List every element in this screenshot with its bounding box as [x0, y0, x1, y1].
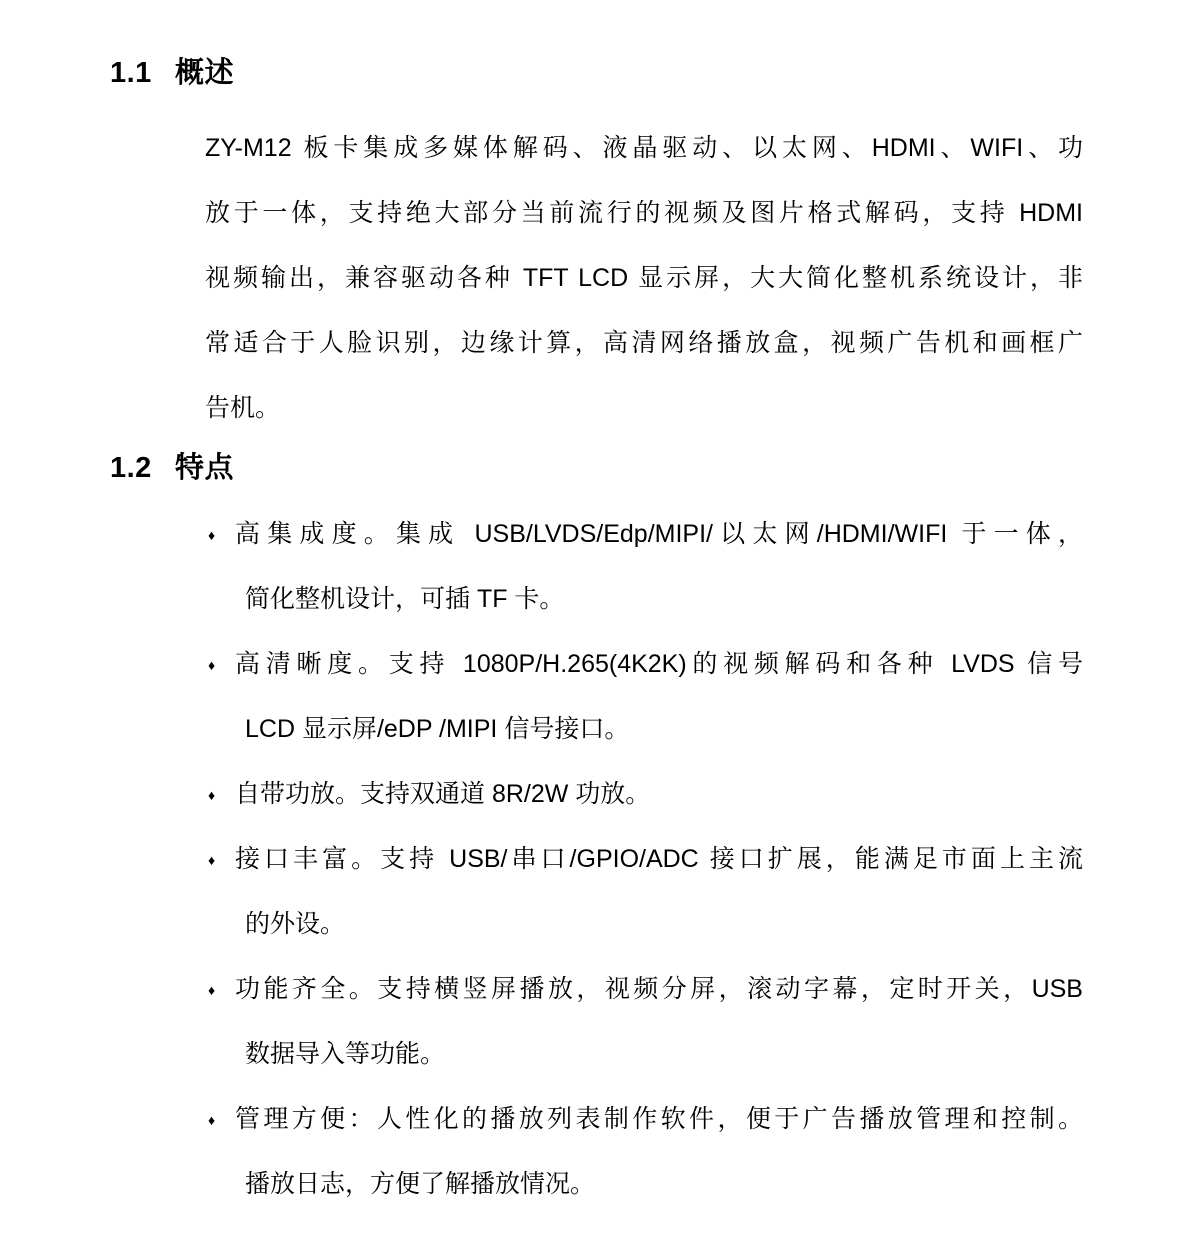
paragraph-line: 视频输出，兼容驱动各种 TFT LCD 显示屏，大大简化整机系统设计，非	[205, 264, 1083, 292]
section-number: 1.1	[110, 57, 152, 89]
paragraph-line: 告机。	[205, 394, 281, 422]
feature-text: 自带功放。支持双通道 8R/2W 功放。	[235, 780, 651, 808]
paragraph-line: ZY-M12 板卡集成多媒体解码、液晶驱动、以太网、HDMI、WIFI、功	[205, 134, 1083, 162]
bullet-diamond-icon: ♦	[208, 787, 216, 803]
section-number: 1.2	[110, 452, 152, 484]
bullet-diamond-icon: ♦	[208, 527, 216, 543]
paragraph-line: 放于一体，支持绝大部分当前流行的视频及图片格式解码，支持 HDMI	[205, 199, 1083, 227]
bullet-diamond-icon: ♦	[208, 982, 216, 998]
feature-line-first	[208, 957, 1083, 1022]
feature-item	[208, 827, 1083, 957]
bullet-diamond-icon: ♦	[208, 657, 216, 673]
section-heading-features	[110, 453, 1190, 483]
feature-text: 接口丰富。支持 USB/串口/GPIO/ADC 接口扩展，能满足市面上主流	[235, 845, 1083, 873]
feature-item	[208, 1087, 1083, 1217]
section-title: 概述	[175, 57, 235, 89]
feature-line-first	[208, 1087, 1083, 1152]
feature-line-first	[208, 632, 1083, 697]
section-heading-overview	[110, 58, 1190, 88]
overview-paragraph	[205, 116, 1083, 441]
features-list	[208, 502, 1083, 1217]
feature-item	[208, 632, 1083, 762]
feature-line-first	[208, 762, 1083, 827]
bullet-diamond-icon: ♦	[208, 1112, 216, 1128]
feature-line-first	[208, 502, 1083, 567]
feature-text: 管理方便：人性化的播放列表制作软件，便于广告播放管理和控制。	[235, 1105, 1083, 1133]
feature-text: 高集成度。集成 USB/LVDS/Edp/MIPI/以太网/HDMI/WIFI 于一体，	[235, 520, 1083, 548]
feature-text: 高清晰度。支持 1080P/H.265(4K2K)的视频解码和各种 LVDS 信号	[235, 650, 1083, 678]
feature-line-continuation: 的外设。	[245, 910, 346, 938]
feature-item	[208, 762, 1083, 827]
section-title: 特点	[175, 452, 235, 484]
feature-text: 功能齐全。支持横竖屏播放，视频分屏，滚动字幕，定时开关，USB	[235, 975, 1083, 1003]
feature-line-continuation: 播放日志，方便了解播放情况。	[245, 1170, 596, 1198]
bullet-diamond-icon: ♦	[208, 852, 216, 868]
feature-line-continuation: LCD 显示屏/eDP /MIPI 信号接口。	[245, 715, 630, 743]
feature-item	[208, 957, 1083, 1087]
feature-line-continuation: 数据导入等功能。	[245, 1040, 446, 1068]
feature-line-continuation: 简化整机设计，可插 TF 卡。	[245, 585, 565, 613]
feature-item	[208, 502, 1083, 632]
feature-line-first	[208, 827, 1083, 892]
paragraph-line: 常适合于人脸识别，边缘计算，高清网络播放盒，视频广告机和画框广	[205, 329, 1083, 357]
